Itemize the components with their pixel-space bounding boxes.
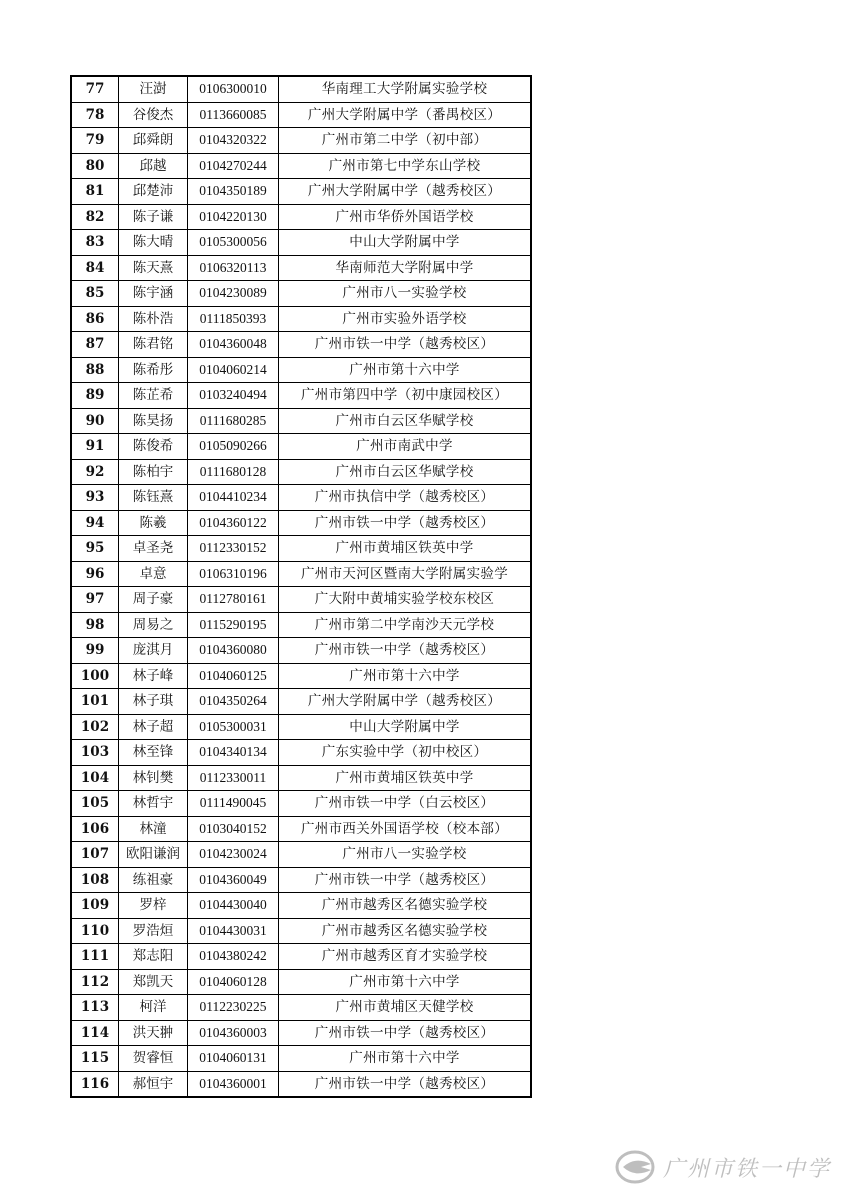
student-id: 0105090266 [188, 434, 279, 460]
table-row [71, 816, 531, 842]
table-row [71, 995, 531, 1021]
student-id: 0104220130 [188, 204, 279, 230]
student-id: 0104060125 [188, 663, 279, 689]
row-number: 89 [71, 383, 119, 409]
school-logo-icon [615, 1150, 659, 1184]
student-name: 林子超 [119, 714, 188, 740]
watermark-text: 广州市铁一中学 [662, 1156, 831, 1182]
student-name: 郑凯天 [119, 969, 188, 995]
student-id: 0103040152 [188, 816, 279, 842]
row-number: 79 [71, 128, 119, 154]
row-number: 102 [71, 714, 119, 740]
row-number: 115 [71, 1046, 119, 1072]
student-name: 郝恒宇 [119, 1071, 188, 1097]
school-name: 广州市第四中学（初中康园校区） [279, 383, 532, 409]
table-row [71, 485, 531, 511]
student-id: 0104430031 [188, 918, 279, 944]
school-name: 广州市铁一中学（越秀校区） [279, 510, 532, 536]
table-row [71, 230, 531, 256]
school-watermark [615, 1150, 831, 1184]
school-name: 广州市南武中学 [279, 434, 532, 460]
student-id: 0104060131 [188, 1046, 279, 1072]
table-row [71, 1020, 531, 1046]
student-name: 陈柏宇 [119, 459, 188, 485]
table-row [71, 765, 531, 791]
school-name: 广州市天河区暨南大学附属实验学 [279, 561, 532, 587]
school-name: 广州市第十六中学 [279, 969, 532, 995]
student-id: 0104380242 [188, 944, 279, 970]
student-id: 0104060128 [188, 969, 279, 995]
row-number: 116 [71, 1071, 119, 1097]
row-number: 112 [71, 969, 119, 995]
student-roster-table [70, 75, 532, 1098]
table-row [71, 510, 531, 536]
row-number: 90 [71, 408, 119, 434]
school-name: 广州市第十六中学 [279, 663, 532, 689]
table-row [71, 128, 531, 154]
school-name: 中山大学附属中学 [279, 230, 532, 256]
school-name: 广州市华侨外国语学校 [279, 204, 532, 230]
table-row [71, 204, 531, 230]
row-number: 94 [71, 510, 119, 536]
school-name: 广州市铁一中学（越秀校区） [279, 332, 532, 358]
student-id: 0111680128 [188, 459, 279, 485]
student-name: 卓圣尧 [119, 536, 188, 562]
student-id: 0104430040 [188, 893, 279, 919]
student-name: 林子峰 [119, 663, 188, 689]
row-number: 80 [71, 153, 119, 179]
student-name: 陈俊希 [119, 434, 188, 460]
student-id: 0104360001 [188, 1071, 279, 1097]
student-name: 陈大晴 [119, 230, 188, 256]
row-number: 85 [71, 281, 119, 307]
row-number: 107 [71, 842, 119, 868]
school-name: 广州市八一实验学校 [279, 842, 532, 868]
row-number: 82 [71, 204, 119, 230]
student-name: 陈君铭 [119, 332, 188, 358]
table-row [71, 1071, 531, 1097]
student-name: 周易之 [119, 612, 188, 638]
table-row [71, 153, 531, 179]
row-number: 78 [71, 102, 119, 128]
row-number: 110 [71, 918, 119, 944]
student-id: 0104340134 [188, 740, 279, 766]
student-id: 0106320113 [188, 255, 279, 281]
row-number: 114 [71, 1020, 119, 1046]
school-name: 华南师范大学附属中学 [279, 255, 532, 281]
table-row [71, 689, 531, 715]
school-name: 广州市第七中学东山学校 [279, 153, 532, 179]
row-number: 91 [71, 434, 119, 460]
table-row [71, 1046, 531, 1072]
table-row [71, 434, 531, 460]
student-id: 0104350264 [188, 689, 279, 715]
row-number: 106 [71, 816, 119, 842]
table-row [71, 383, 531, 409]
student-name: 汪澍 [119, 76, 188, 102]
student-name: 周子豪 [119, 587, 188, 613]
school-name: 华南理工大学附属实验学校 [279, 76, 532, 102]
student-id: 0112780161 [188, 587, 279, 613]
student-id: 0113660085 [188, 102, 279, 128]
row-number: 87 [71, 332, 119, 358]
table-row [71, 867, 531, 893]
student-name: 陈希彤 [119, 357, 188, 383]
row-number: 108 [71, 867, 119, 893]
row-number: 113 [71, 995, 119, 1021]
table-row [71, 740, 531, 766]
student-name: 林至锋 [119, 740, 188, 766]
row-number: 86 [71, 306, 119, 332]
student-name: 陈钰熹 [119, 485, 188, 511]
row-number: 84 [71, 255, 119, 281]
row-number: 77 [71, 76, 119, 102]
student-name: 庞淇月 [119, 638, 188, 664]
table-row [71, 536, 531, 562]
student-name: 陈昊扬 [119, 408, 188, 434]
row-number: 101 [71, 689, 119, 715]
student-id: 0105300056 [188, 230, 279, 256]
table-row [71, 587, 531, 613]
student-id: 0104350189 [188, 179, 279, 205]
row-number: 92 [71, 459, 119, 485]
row-number: 109 [71, 893, 119, 919]
row-number: 81 [71, 179, 119, 205]
table-row [71, 102, 531, 128]
table-row [71, 281, 531, 307]
row-number: 111 [71, 944, 119, 970]
student-id: 0104360080 [188, 638, 279, 664]
student-id: 0105300031 [188, 714, 279, 740]
school-name: 广州市第十六中学 [279, 357, 532, 383]
student-name: 陈羲 [119, 510, 188, 536]
school-name: 广大附中黄埔实验学校东校区 [279, 587, 532, 613]
table-row [71, 76, 531, 102]
student-name: 陈天熹 [119, 255, 188, 281]
row-number: 96 [71, 561, 119, 587]
row-number: 88 [71, 357, 119, 383]
student-id: 0115290195 [188, 612, 279, 638]
table-row [71, 638, 531, 664]
student-name: 陈芷希 [119, 383, 188, 409]
table-row [71, 791, 531, 817]
student-name: 练祖豪 [119, 867, 188, 893]
student-name: 邱越 [119, 153, 188, 179]
school-name: 广州市实验外语学校 [279, 306, 532, 332]
school-name: 广州市铁一中学（白云校区） [279, 791, 532, 817]
student-name: 林钊樊 [119, 765, 188, 791]
row-number: 97 [71, 587, 119, 613]
school-name: 广州大学附属中学（越秀校区） [279, 689, 532, 715]
row-number: 100 [71, 663, 119, 689]
roster-body [71, 76, 531, 1097]
school-name: 中山大学附属中学 [279, 714, 532, 740]
table-row [71, 944, 531, 970]
table-row [71, 918, 531, 944]
student-name: 洪天翀 [119, 1020, 188, 1046]
student-name: 卓意 [119, 561, 188, 587]
row-number: 105 [71, 791, 119, 817]
student-name: 柯洋 [119, 995, 188, 1021]
school-name: 广州市第二中学南沙天元学校 [279, 612, 532, 638]
student-id: 0104360048 [188, 332, 279, 358]
school-name: 广州市第二中学（初中部） [279, 128, 532, 154]
school-name: 广州市铁一中学（越秀校区） [279, 867, 532, 893]
school-name: 广州市铁一中学（越秀校区） [279, 1071, 532, 1097]
table-row [71, 714, 531, 740]
row-number: 104 [71, 765, 119, 791]
student-name: 陈朴浩 [119, 306, 188, 332]
table-row [71, 893, 531, 919]
table-row [71, 969, 531, 995]
school-name: 广州市第十六中学 [279, 1046, 532, 1072]
student-name: 林哲宇 [119, 791, 188, 817]
school-name: 广州市西关外国语学校（校本部） [279, 816, 532, 842]
school-name: 广州市铁一中学（越秀校区） [279, 1020, 532, 1046]
student-id: 0106310196 [188, 561, 279, 587]
row-number: 99 [71, 638, 119, 664]
student-id: 0104360003 [188, 1020, 279, 1046]
student-id: 0112330011 [188, 765, 279, 791]
table-row [71, 561, 531, 587]
school-name: 广东实验中学（初中校区） [279, 740, 532, 766]
student-id: 0106300010 [188, 76, 279, 102]
table-row [71, 663, 531, 689]
school-name: 广州市越秀区育才实验学校 [279, 944, 532, 970]
row-number: 98 [71, 612, 119, 638]
school-name: 广州市黄埔区天健学校 [279, 995, 532, 1021]
row-number: 93 [71, 485, 119, 511]
student-id: 0104360122 [188, 510, 279, 536]
table-row [71, 842, 531, 868]
student-id: 0112230225 [188, 995, 279, 1021]
student-id: 0104060214 [188, 357, 279, 383]
table-row [71, 306, 531, 332]
student-id: 0111680285 [188, 408, 279, 434]
table-row [71, 459, 531, 485]
student-id: 0111850393 [188, 306, 279, 332]
student-id: 0104410234 [188, 485, 279, 511]
student-name: 林子琪 [119, 689, 188, 715]
school-name: 广州市执信中学（越秀校区） [279, 485, 532, 511]
school-name: 广州市越秀区名德实验学校 [279, 893, 532, 919]
student-name: 谷俊杰 [119, 102, 188, 128]
student-id: 0112330152 [188, 536, 279, 562]
row-number: 83 [71, 230, 119, 256]
school-name: 广州市黄埔区铁英中学 [279, 536, 532, 562]
student-name: 陈宇涵 [119, 281, 188, 307]
student-id: 0104270244 [188, 153, 279, 179]
school-name: 广州市白云区华赋学校 [279, 408, 532, 434]
table-row [71, 357, 531, 383]
student-id: 0103240494 [188, 383, 279, 409]
student-name: 邱舜朗 [119, 128, 188, 154]
student-id: 0104230024 [188, 842, 279, 868]
student-name: 罗浩烜 [119, 918, 188, 944]
school-name: 广州市越秀区名德实验学校 [279, 918, 532, 944]
student-name: 罗梓 [119, 893, 188, 919]
school-name: 广州市八一实验学校 [279, 281, 532, 307]
student-id: 0111490045 [188, 791, 279, 817]
row-number: 95 [71, 536, 119, 562]
school-name: 广州市黄埔区铁英中学 [279, 765, 532, 791]
school-name: 广州市铁一中学（越秀校区） [279, 638, 532, 664]
student-name: 贺睿恒 [119, 1046, 188, 1072]
student-name: 林潼 [119, 816, 188, 842]
student-id: 0104360049 [188, 867, 279, 893]
student-name: 欧阳谦润 [119, 842, 188, 868]
row-number: 103 [71, 740, 119, 766]
table-row [71, 408, 531, 434]
table-row [71, 612, 531, 638]
student-name: 郑志阳 [119, 944, 188, 970]
student-id: 0104230089 [188, 281, 279, 307]
school-name: 广州大学附属中学（番禺校区） [279, 102, 532, 128]
table-row [71, 179, 531, 205]
school-name: 广州大学附属中学（越秀校区） [279, 179, 532, 205]
table-row [71, 255, 531, 281]
school-name: 广州市白云区华赋学校 [279, 459, 532, 485]
student-name: 陈子谦 [119, 204, 188, 230]
table-row [71, 332, 531, 358]
student-name: 邱楚沛 [119, 179, 188, 205]
student-id: 0104320322 [188, 128, 279, 154]
